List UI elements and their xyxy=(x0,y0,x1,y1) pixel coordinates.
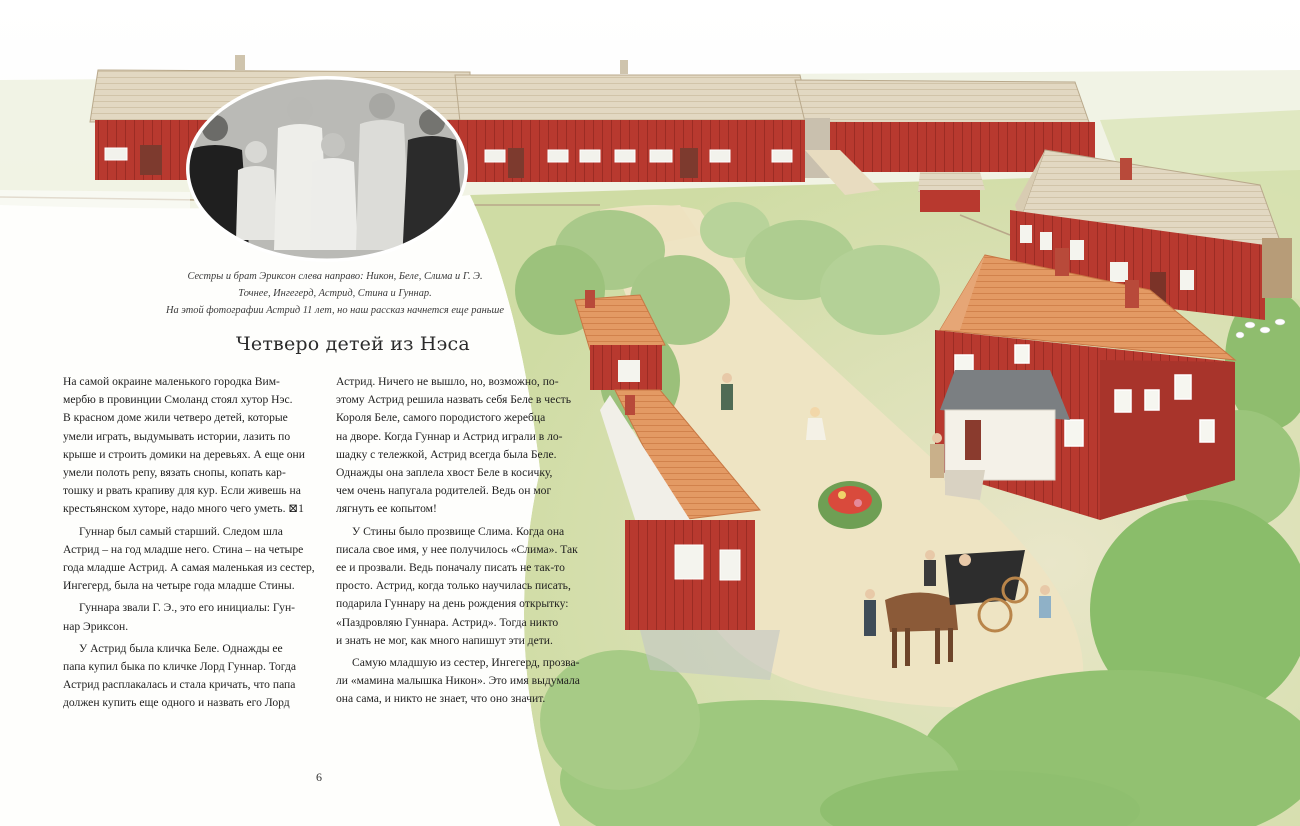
text-line: папа купил быка по кличке Лорд Гуннар. Тогда xyxy=(63,660,296,674)
text-line: Гуннар был самый старший. Следом шла xyxy=(79,524,283,538)
text-line: Самую младшую из сестер, Ингегерд, прозва- xyxy=(352,656,580,670)
text-line: Ингегерд, была на четыре года младше Стины. xyxy=(63,579,295,593)
text-line: года младше Астрид. А самая маленькая из сестер, xyxy=(63,561,315,575)
text-line: этому Астрид решила назвать себя Беле в честь xyxy=(336,393,572,407)
text-line: «Паздровляю Гуннара. Астрид». Тогда никто xyxy=(336,615,559,629)
text-line: крестьянском хуторе, надо много чего уметь. ⊠1 xyxy=(63,502,304,516)
text-line: У Стины было прозвище Слима. Когда она xyxy=(352,524,565,538)
text-line: ее и прозвали. Ведь поначалу писать не так-то xyxy=(336,561,565,575)
text-line: Гуннара звали Г. Э., это его инициалы: Гун- xyxy=(79,601,296,615)
text-line: чем очень напугала родителей. Ведь он мог xyxy=(336,484,552,498)
caption-line: На этой фотографии Астрид 11 лет, но наш рассказ начнется еще раньше xyxy=(166,305,504,316)
text-column-right xyxy=(336,373,596,709)
text-line: тошку и рвать крапиву для кур. Если живешь на xyxy=(63,484,301,498)
text-line: нар Эриксон. xyxy=(63,619,129,633)
caption-line: Точнее, Ингегерд, Астрид, Стина и Гуннар. xyxy=(238,288,432,299)
text-line: она сама, и никто не знает, что оно значит. xyxy=(336,692,546,706)
text-line: должен купить еще одного и назвать его Лорд xyxy=(63,696,290,710)
text-line: шадку с тележкой, Астрид всегда была Беле. xyxy=(336,447,557,461)
text-column-left xyxy=(63,373,323,713)
text-line: умели полоть репу, вязать снопы, копать кар- xyxy=(63,466,286,480)
text-line: Однажды она заплела хвост Беле в косичку, xyxy=(336,466,553,480)
text-line: В красном доме жили четверо детей, которые xyxy=(63,411,288,425)
text-line: умели играть, выдумывать истории, лазить по xyxy=(63,429,291,443)
text-line: У Астрид была кличка Беле. Однажды ее xyxy=(79,641,283,655)
text-line: на дворе. Когда Гуннар и Астрид играли в ло- xyxy=(336,429,563,443)
text-line: и знать не мог, как много напишут эти дети. xyxy=(336,633,553,647)
page-number: 6 xyxy=(316,770,322,784)
text-line: подарила Гуннару на день рождения открытку: xyxy=(336,597,569,611)
text-line: писала свое имя, у нее получилось «Слима». Так xyxy=(336,542,578,556)
text-line: На самой окраине маленького городка Вим- xyxy=(63,375,280,388)
text-line: Короля Беле, самого породистого жеребца xyxy=(336,411,546,425)
text-line: лягнуть ее копытом! xyxy=(336,502,437,516)
text-line: Астрид. Ничего не вышло, но, возможно, по- xyxy=(336,375,559,388)
caption-line: Сестры и брат Эриксон слева направо: Никон, Беле, Слима и Г. Э. xyxy=(187,271,483,282)
text-line: крыше и строить домики на деревьях. А еще они xyxy=(63,447,305,461)
text-line: Астрид – на год младше него. Стина – на четыре xyxy=(63,542,304,556)
chapter-heading: Четверо детей из Нэса xyxy=(236,333,470,355)
photo-caption xyxy=(150,268,520,319)
text-line: мербю в провинции Смоланд стоял хутор Нэс. xyxy=(63,393,293,407)
text-line: просто. Астрид, когда только научилась писать, xyxy=(336,579,571,593)
text-line: ли «мамина малышка Никон». Это имя выдумала xyxy=(336,674,580,688)
family-photo xyxy=(186,76,468,262)
text-line: Астрид расплакалась и стала кричать, что папа xyxy=(63,678,296,692)
